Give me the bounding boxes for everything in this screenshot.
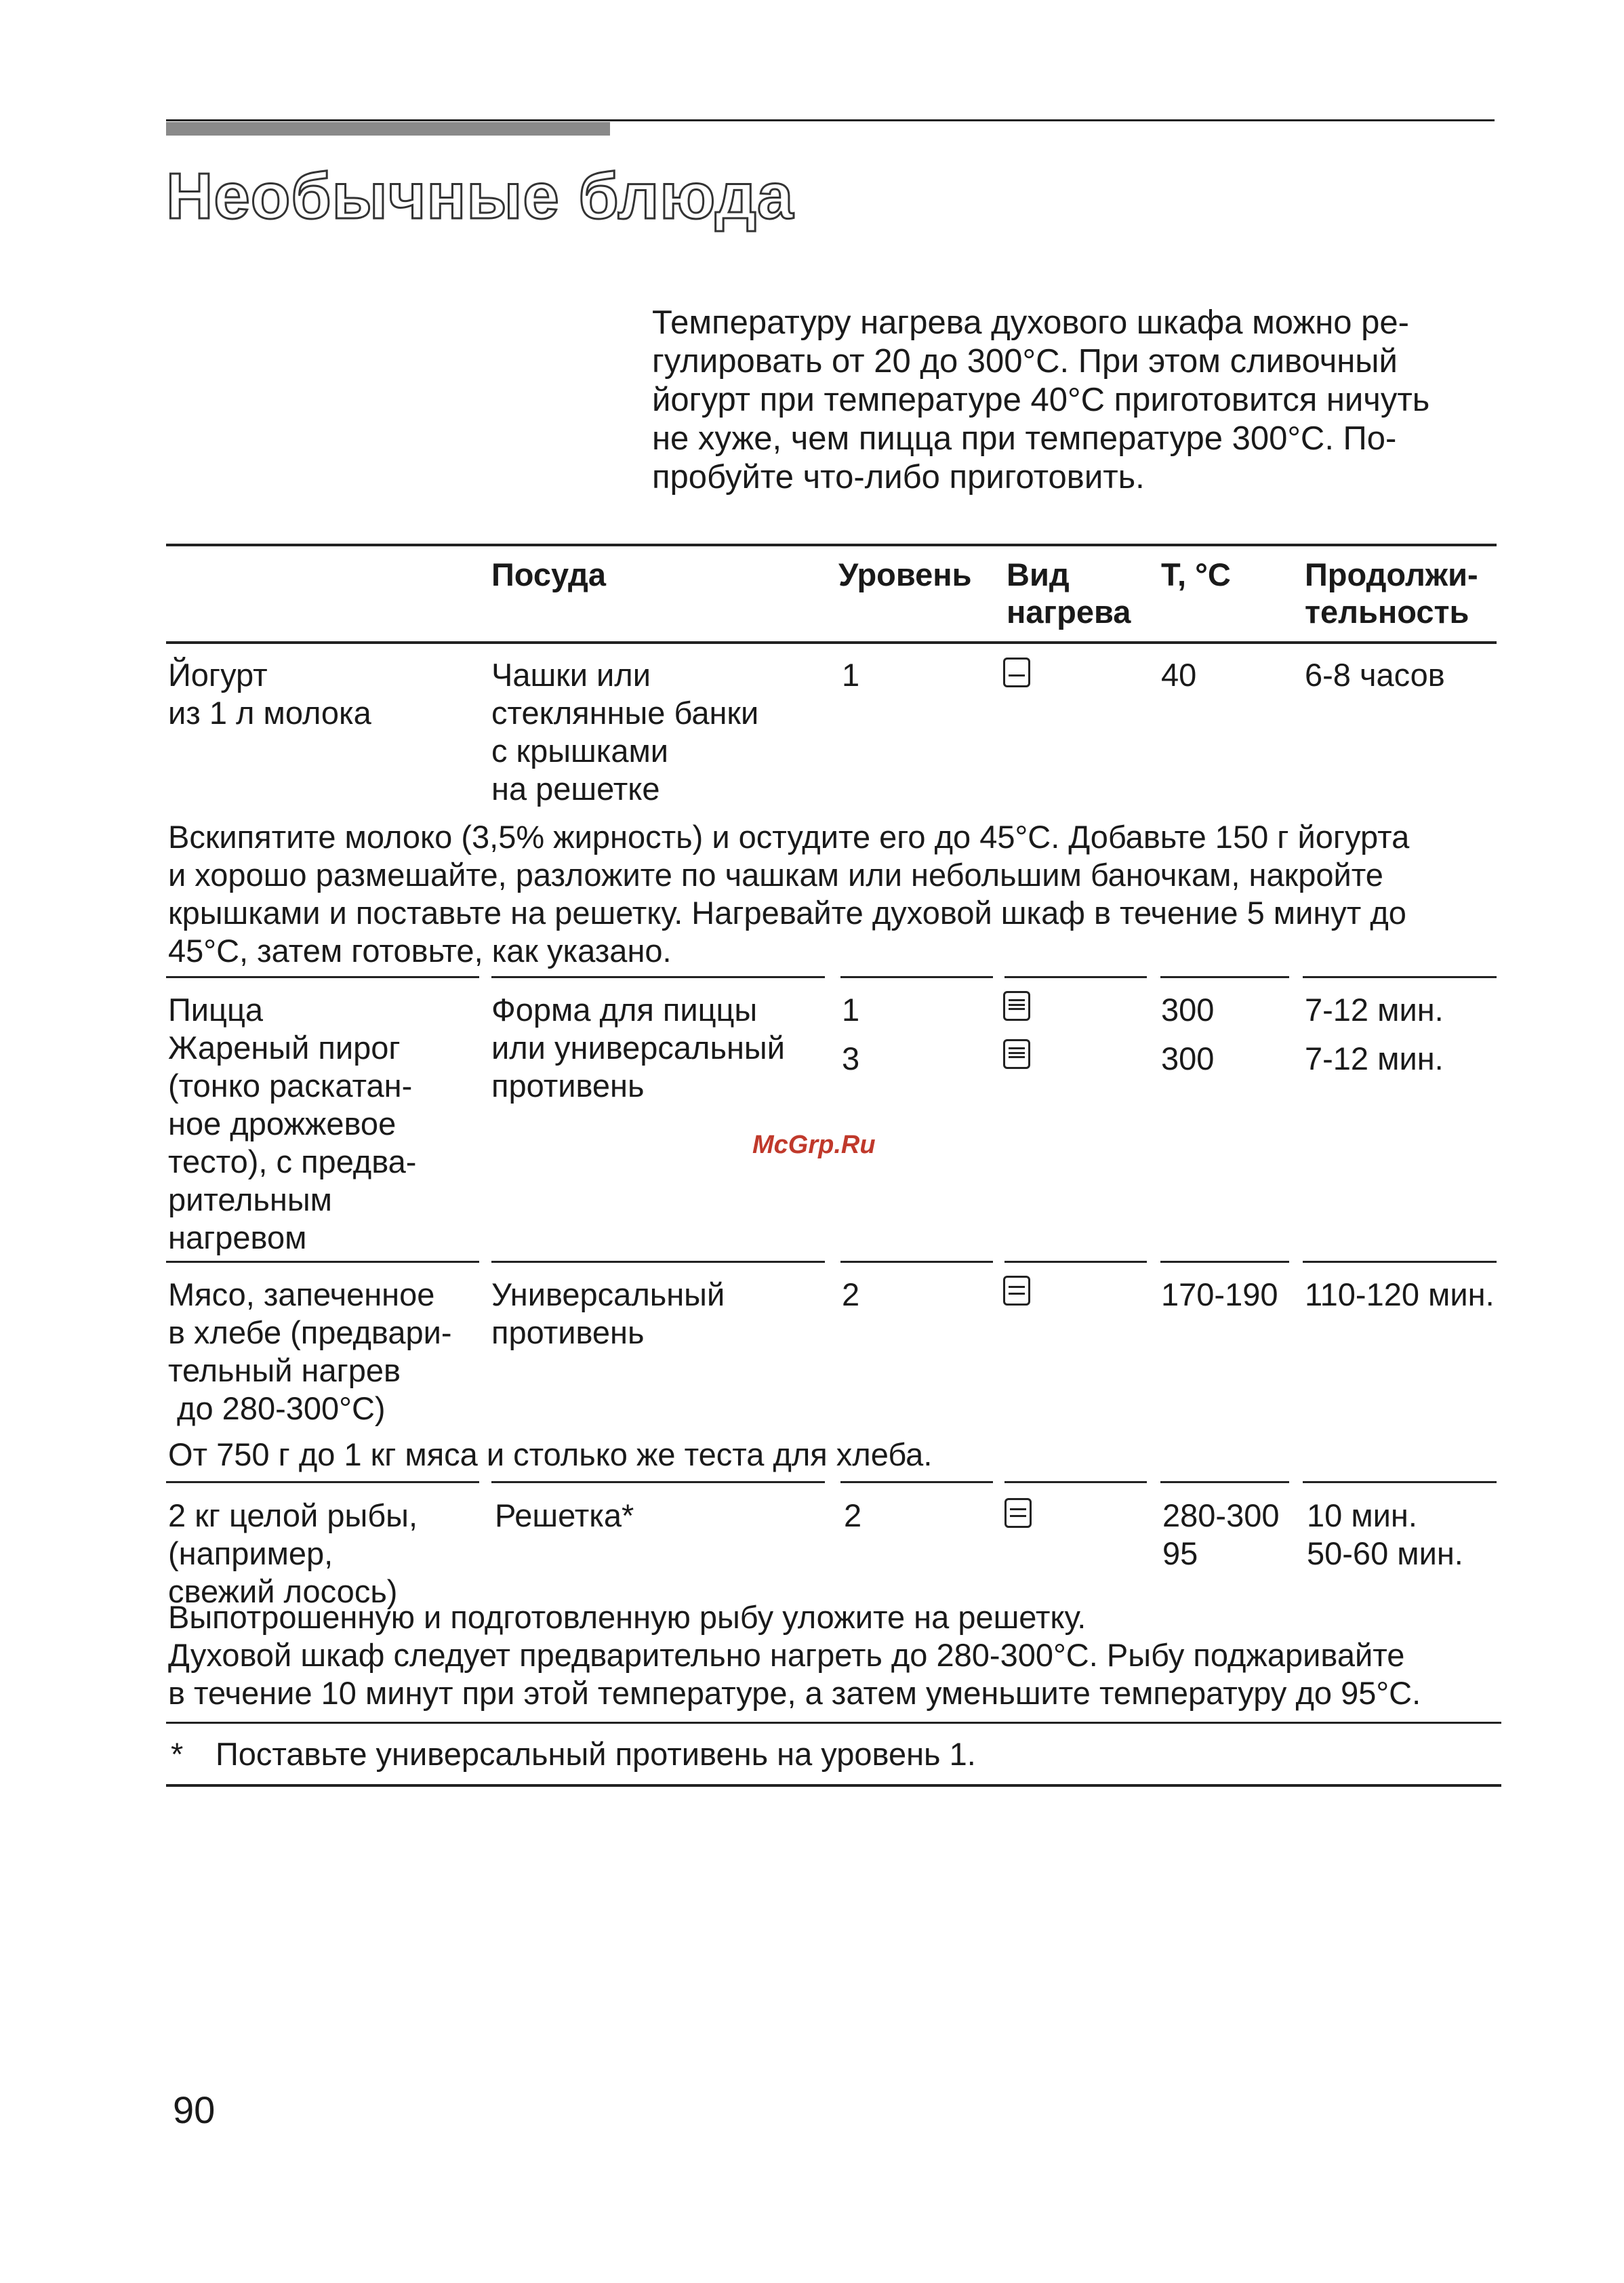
cell-text: рительным xyxy=(168,1181,332,1217)
footnote-mark: * xyxy=(171,1736,184,1772)
row-yogurt-duration: 6-8 часов xyxy=(1305,657,1445,693)
row-yogurt-name xyxy=(168,656,371,732)
row-meat-duration: 110-120 мин. xyxy=(1305,1276,1495,1312)
row-meat-note xyxy=(168,1436,932,1474)
header-dish: Посуда xyxy=(491,557,606,592)
watermark: McGrp.Ru xyxy=(752,1131,876,1159)
note-line: Вскипятите молоко (3,5% жирность) и остудите его до 45°С. Добавьте 150 г йогурта xyxy=(168,819,1410,855)
row-pizza-duration-1: 7-12 мин. xyxy=(1305,992,1444,1028)
hot-air-icon xyxy=(1003,991,1030,1021)
cell-text: или универсальный xyxy=(491,1030,785,1066)
page-title: Необычные блюда xyxy=(166,160,794,233)
row-pizza-duration-2: 7-12 мин. xyxy=(1305,1041,1444,1076)
cell-text: 2 кг целой рыбы, xyxy=(168,1497,418,1533)
note-line: 45°С, затем готовьте, как указано. xyxy=(168,933,672,969)
row-pizza-dish xyxy=(491,991,785,1105)
header-heat-1: Вид xyxy=(1007,557,1070,592)
row-separator xyxy=(1004,976,1147,978)
row-separator xyxy=(840,1481,993,1483)
header-temp: Т, °С xyxy=(1161,557,1231,592)
row-separator xyxy=(491,1481,825,1483)
row-fish-dish: Решетка* xyxy=(495,1497,634,1533)
hot-air-icon xyxy=(1003,1039,1030,1069)
row-yogurt-temp: 40 xyxy=(1161,657,1197,693)
note-line: крышками и поставьте на решетку. Нагревайте духовой шкаф в течение 5 минут до xyxy=(168,895,1406,931)
row-separator xyxy=(1004,1261,1147,1263)
cell-text: ное дрожжевое xyxy=(168,1106,397,1142)
header-bar xyxy=(166,122,610,136)
row-separator xyxy=(166,976,479,978)
bottom-heat-icon xyxy=(1003,658,1030,687)
row-meat-dish xyxy=(491,1276,725,1352)
row-separator xyxy=(1303,976,1497,978)
header-rule-bottom xyxy=(166,641,1497,644)
row-separator xyxy=(166,1481,479,1483)
row-meat-level: 2 xyxy=(842,1276,860,1312)
cell-text: Йогурт xyxy=(168,657,268,693)
note-line: в течение 10 минут при этой температуре, а затем уменьшите температуру до 95°С. xyxy=(168,1675,1421,1711)
page-number: 90 xyxy=(173,2088,216,2131)
row-separator xyxy=(1303,1261,1497,1263)
cell-text: Чашки или xyxy=(491,657,651,693)
cell-text: свежий лосось) xyxy=(168,1573,398,1609)
row-meat-name xyxy=(168,1276,452,1428)
cell-text: 95 xyxy=(1162,1535,1198,1571)
cell-text: из 1 л молока xyxy=(168,695,371,731)
cell-text: Пицца xyxy=(168,992,264,1028)
cell-text: Жареный пирог xyxy=(168,1030,401,1066)
row-separator xyxy=(491,976,825,978)
cell-text: до 280-300°С) xyxy=(168,1390,386,1426)
cell-text: (например, xyxy=(168,1535,333,1571)
cell-text: тельный нагрев xyxy=(168,1352,401,1388)
row-fish-note xyxy=(168,1598,1421,1712)
row-fish-temps xyxy=(1162,1497,1280,1573)
cell-text: 50-60 мин. xyxy=(1307,1535,1463,1571)
row-pizza-name xyxy=(168,991,416,1257)
table-bottom-rule xyxy=(166,1784,1501,1787)
cell-text: нагревом xyxy=(168,1219,307,1255)
row-separator xyxy=(840,1261,993,1263)
top-bottom-heat-icon xyxy=(1003,1276,1030,1306)
row-separator xyxy=(840,976,993,978)
intro-line: Температуру нагрева духового шкафа можно ре- xyxy=(652,304,1409,341)
row-meat-temp: 170-190 xyxy=(1161,1276,1278,1312)
row-pizza-level-2: 3 xyxy=(842,1041,860,1076)
cell-text: противень xyxy=(491,1314,645,1350)
row-yogurt-dish xyxy=(491,656,758,808)
header-heat-2: нагрева xyxy=(1007,594,1131,630)
cell-text: 10 мин. xyxy=(1307,1497,1417,1533)
cell-text: на решетке xyxy=(491,771,660,807)
row-separator xyxy=(166,1261,479,1263)
top-bottom-heat-icon xyxy=(1004,1498,1032,1528)
note-line: Духовой шкаф следует предварительно нагреть до 280-300°С. Рыбу поджаривайте xyxy=(168,1637,1405,1673)
note-line: и хорошо размешайте, разложите по чашкам или небольшим баночкам, накройте xyxy=(168,857,1383,893)
row-yogurt-level: 1 xyxy=(842,657,860,693)
row-pizza-level-1: 1 xyxy=(842,992,860,1028)
table-top-rule xyxy=(166,544,1497,546)
cell-text: Форма для пиццы xyxy=(491,992,758,1028)
intro-line: не хуже, чем пицца при температуре 300°С. По- xyxy=(652,420,1397,457)
intro-line: гулировать от 20 до 300°С. При этом сливочный xyxy=(652,343,1398,380)
cell-text: 280-300 xyxy=(1162,1497,1280,1533)
row-separator xyxy=(1303,1481,1497,1483)
footnote-rule xyxy=(166,1722,1501,1724)
intro-line: йогурт при температуре 40°С приготовится ничуть xyxy=(652,382,1430,418)
row-separator xyxy=(1004,1481,1147,1483)
note-line: Выпотрошенную и подготовленную рыбу уложите на решетку. xyxy=(168,1599,1087,1635)
cell-text: тесто), с предва- xyxy=(168,1144,417,1179)
note-line: От 750 г до 1 кг мяса и столько же теста для хлеба. xyxy=(168,1436,933,1472)
row-fish-name xyxy=(168,1497,418,1611)
cell-text: противень xyxy=(491,1068,645,1104)
header-duration-1: Продолжи- xyxy=(1305,557,1478,592)
cell-text: с крышками xyxy=(491,733,669,769)
cell-text: Мясо, запеченное xyxy=(168,1276,435,1312)
cell-text: стеклянные банки xyxy=(491,695,759,731)
cell-text: в хлебе (предвари- xyxy=(168,1314,452,1350)
row-separator xyxy=(1160,976,1289,978)
row-pizza-temp-1: 300 xyxy=(1161,992,1215,1028)
header-duration-2: тельность xyxy=(1305,594,1469,630)
intro-paragraph xyxy=(652,304,1499,497)
row-separator xyxy=(1160,1481,1289,1483)
footnote-text: Поставьте универсальный противень на уровень 1. xyxy=(216,1736,976,1772)
row-fish-level: 2 xyxy=(844,1497,862,1533)
row-yogurt-note xyxy=(168,818,1409,970)
row-pizza-temp-2: 300 xyxy=(1161,1041,1215,1076)
row-fish-durations xyxy=(1307,1497,1463,1573)
cell-text: (тонко раскатан- xyxy=(168,1068,413,1104)
intro-line: пробуйте что-либо приготовить. xyxy=(652,459,1145,496)
row-separator xyxy=(1160,1261,1289,1263)
header-rule xyxy=(166,119,1495,121)
header-level: Уровень xyxy=(838,557,972,592)
cell-text: Универсальный xyxy=(491,1276,725,1312)
row-separator xyxy=(491,1261,825,1263)
